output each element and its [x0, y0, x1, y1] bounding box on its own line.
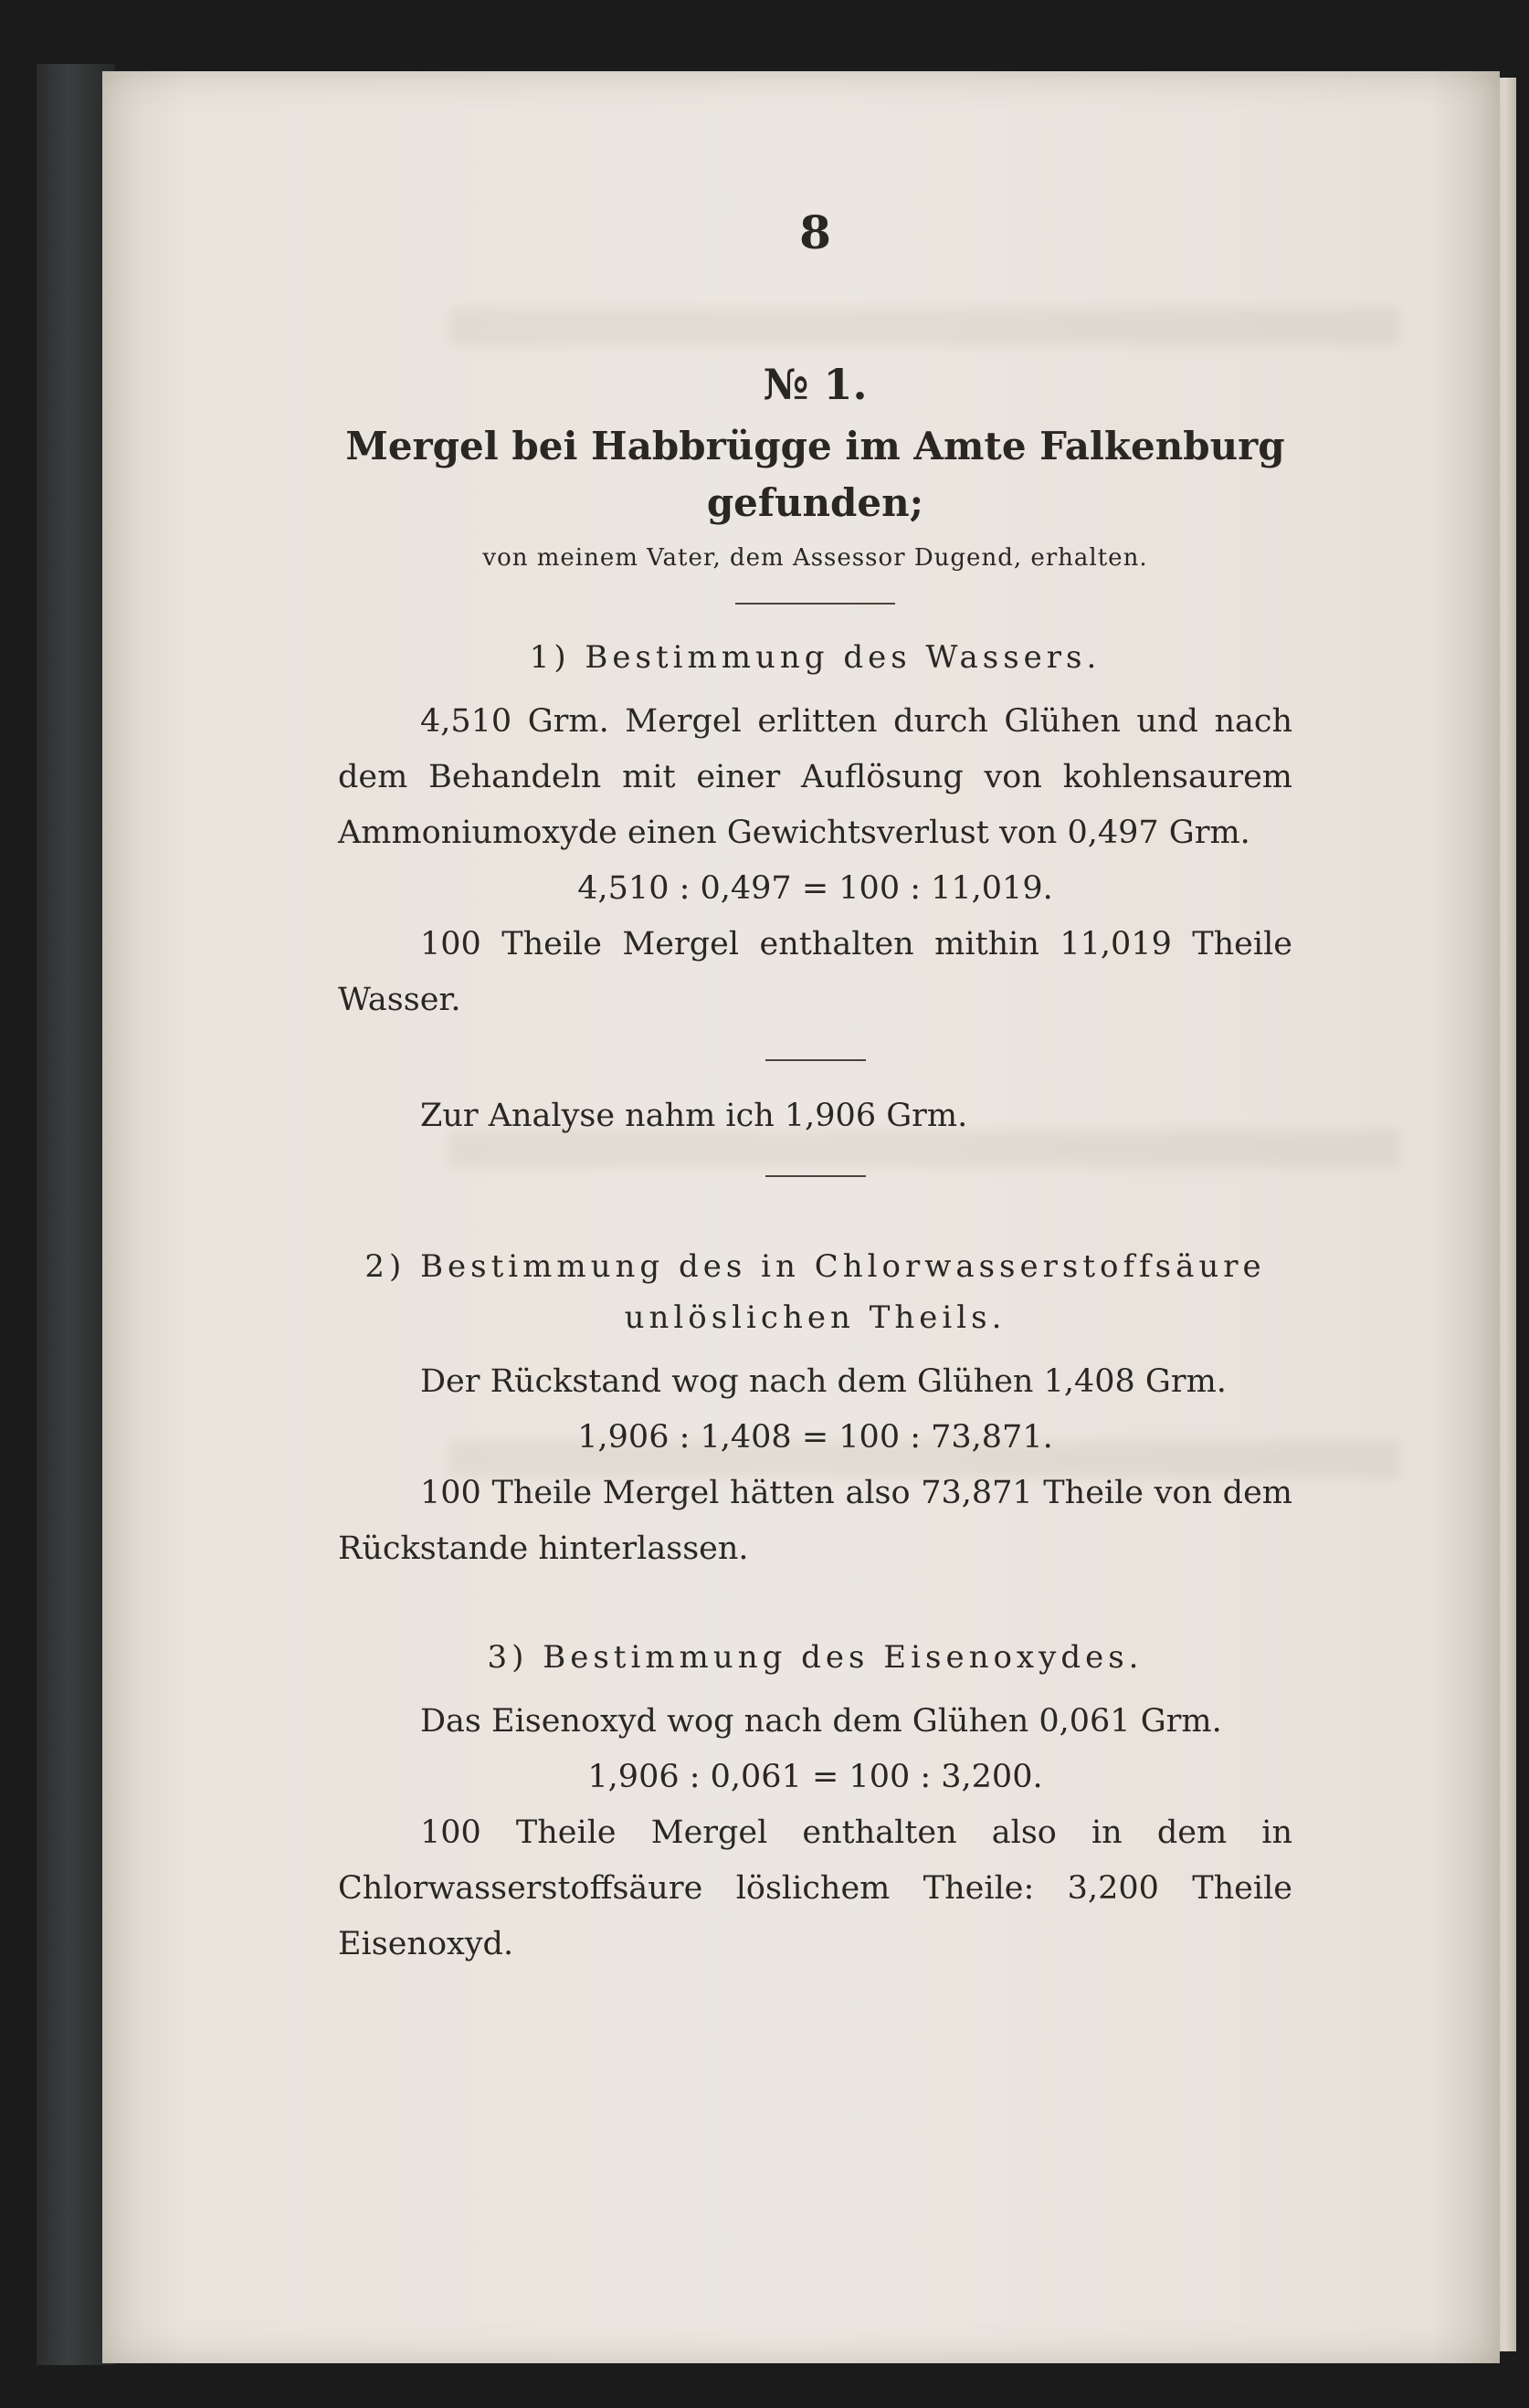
entry-source: von meinem Vater, dem Assessor Dugend, erhalten.	[482, 544, 1148, 572]
section-heading-water: 1) Bestimmung des Wassers.	[529, 639, 1102, 676]
analysis-line: Zur Analyse nahm ich 1,906 Grm.	[420, 1098, 968, 1134]
entry-title: Mergel bei Habbrügge im Amte Falkenburg	[345, 424, 1285, 468]
section-heading-insoluble-continued: unlöslichen Theils.	[624, 1299, 1007, 1336]
paragraph: 100 Theile Mergel enthalten mithin 11,019 Theile Wasser.	[338, 926, 1292, 1018]
page-content	[338, 205, 1292, 1972]
paragraph: 4,510 Grm. Mergel erlitten durch Glühen und nach dem Behandeln mit einer Auflösung von kohlensaurem Ammoniumoxyde einen Gewichtsverlust von 0,497 Grm.	[338, 703, 1292, 851]
divider	[735, 603, 895, 605]
equation: 4,510 : 0,497 = 100 : 11,019.	[577, 870, 1053, 907]
paragraph: Das Eisenoxyd wog nach dem Glühen 0,061 Grm.	[420, 1703, 1222, 1740]
section-heading-insoluble: 2) Bestimmung des in Chlorwasserstoffsäure	[364, 1248, 1266, 1285]
entry-number: № 1.	[763, 360, 868, 409]
equation: 1,906 : 0,061 = 100 : 3,200.	[587, 1759, 1043, 1795]
section-heading-iron-oxide: 3) Bestimmung des Eisenoxydes.	[487, 1639, 1144, 1676]
paragraph: 100 Theile Mergel enthalten also in dem in Chlorwasserstoffsäure löslichem Theile: 3,200 Theile Eisenoxyd.	[338, 1814, 1292, 1962]
paragraph: Der Rückstand wog nach dem Glühen 1,408 Grm.	[420, 1363, 1227, 1400]
equation: 1,906 : 1,408 = 100 : 73,871.	[577, 1419, 1053, 1456]
page-number: 8	[799, 205, 831, 259]
paragraph: 100 Theile Mergel hätten also 73,871 Theile von dem Rückstande hinterlassen.	[338, 1475, 1292, 1567]
entry-title-continued: gefunden;	[706, 480, 924, 525]
